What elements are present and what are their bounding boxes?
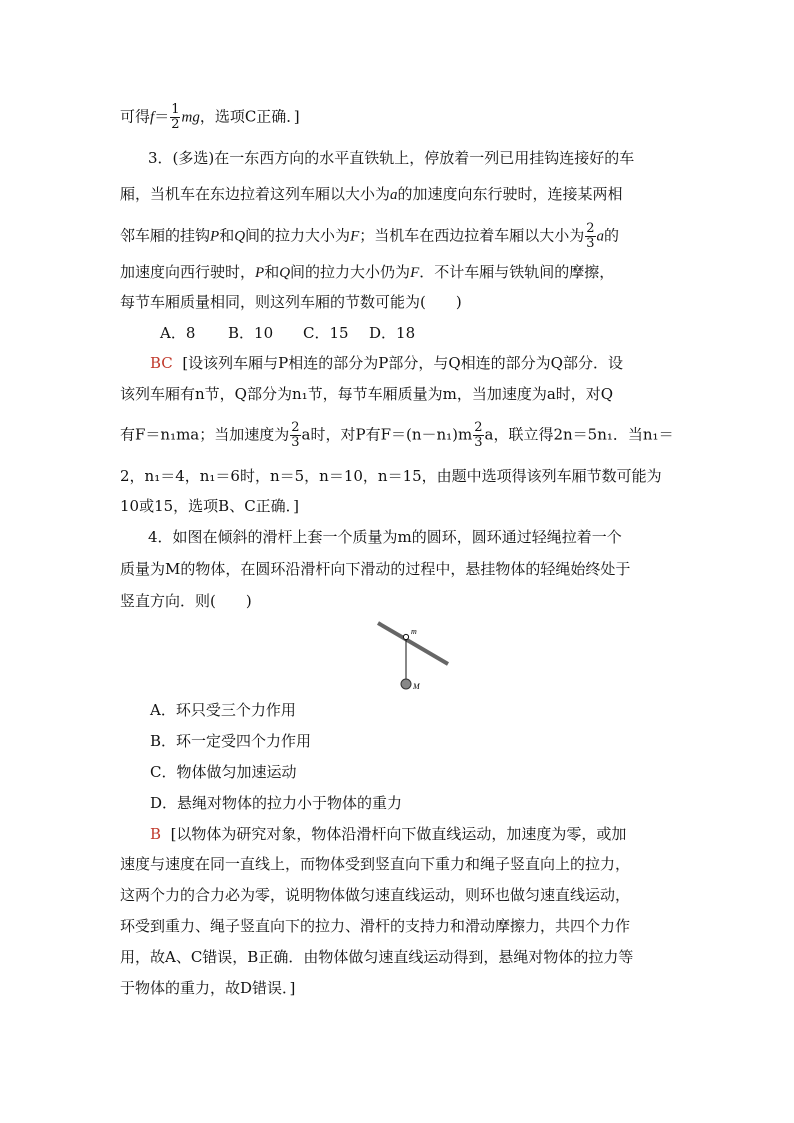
a3-line-1: BC [设该列车厢与P相连的部分为P部分，与Q相连的部分为Q部分．设 [150, 354, 623, 372]
q3-line-5: 每节车厢质量相同，则这列车厢的节数可能为( ) [120, 293, 462, 311]
q3-line-3: 邻车厢的挂钩P和Q间的拉力大小为F；当机车在西边拉着车厢以大小为 $\frac{2}{3}$ a的 [120, 221, 620, 251]
q3-option-c: C．15 [303, 324, 349, 342]
q4-option-c: C．物体做匀加速运动 [150, 763, 297, 781]
q3-line-1: 3．(多选)在一东西方向的水平直铁轨上，停放着一列已用挂钩连接好的车 [148, 149, 635, 167]
q3-option-d: D．18 [369, 324, 416, 342]
answer-label: BC [150, 354, 173, 372]
a4-line-2: 速度与速度在同一直线上，而物体受到竖直向下重力和绳子竖直向上的拉力， [120, 855, 631, 873]
q3-line-2: 厢，当机车在东边拉着这列车厢以大小为a的加速度向东行驶时，连接某两相 [120, 185, 623, 203]
a4-line-5: 用，故A、C错误，B正确．由物体做匀速直线运动得到，悬绳对物体的拉力等 [120, 948, 634, 966]
prev-answer-line: 可得f＝ $\frac{1}{2}$ mg，选项C正确．] [120, 102, 300, 132]
q4-option-b: B．环一定受四个力作用 [150, 732, 312, 750]
a4-line-3: 这两个力的合力必为零，说明物体做匀速直线运动，则环也做匀速直线运动， [120, 886, 631, 904]
ring-icon [403, 634, 408, 639]
label-m: m [411, 627, 417, 636]
mass-ball-icon [401, 679, 411, 689]
answer-label: B [150, 825, 162, 843]
fraction-two-thirds: $\frac{2}{3}$ [291, 420, 300, 450]
a3-line-5: 10或15，选项B、C正确．] [120, 497, 300, 515]
label-M: M [413, 682, 420, 691]
q3-option-b: B．10 [228, 324, 274, 342]
q3-line-4: 加速度向西行驶时，P和Q间的拉力大小仍为F．不计车厢与铁轨间的摩擦， [120, 263, 615, 281]
a3-line-2: 该列车厢有n节，Q部分为n₁节，每节车厢质量为m，当加速度为a时，对Q [120, 385, 614, 403]
q4-option-a: A．环只受三个力作用 [150, 701, 296, 719]
q4-line-3: 竖直方向．则( ) [120, 592, 252, 610]
q3-option-a: A．8 [160, 324, 196, 342]
q4-line-2: 质量为M的物体，在圆环沿滑杆向下滑动的过程中，悬挂物体的轻绳始终处于 [120, 560, 631, 578]
q4-line-1: 4．如图在倾斜的滑杆上套一个质量为m的圆环，圆环通过轻绳拉着一个 [148, 528, 622, 546]
fraction-two-thirds: $\frac{2}{3}$ [586, 221, 595, 251]
a3-line-3: 有F＝n₁ma；当加速度为 $\frac{2}{3}$ a时，对P有F＝(n－n₁)m $\frac{2}{3}$ a，联立得2n＝5n₁．当n₁＝ [120, 420, 674, 450]
a3-line-4: 2，n₁＝4，n₁＝6时，n＝5，n＝10，n＝15，由题中选项得该列车厢节数可能为 [120, 467, 662, 485]
q4-option-d: D．悬绳对物体的拉力小于物体的重力 [150, 794, 403, 812]
fraction-two-thirds: $\frac{2}{3}$ [474, 420, 483, 450]
a4-line-4: 环受到重力、绳子竖直向下的拉力、滑杆的支持力和滑动摩擦力，共四个力作 [120, 917, 631, 935]
incline-ring-figure [370, 615, 460, 695]
a4-line-1: B [以物体为研究对象，物体沿滑杆向下做直线运动，加速度为零，或加 [150, 825, 627, 843]
a4-line-6: 于物体的重力，故D错误．] [120, 979, 296, 997]
fraction-one-half: $\frac{1}{2}$ [171, 102, 180, 132]
